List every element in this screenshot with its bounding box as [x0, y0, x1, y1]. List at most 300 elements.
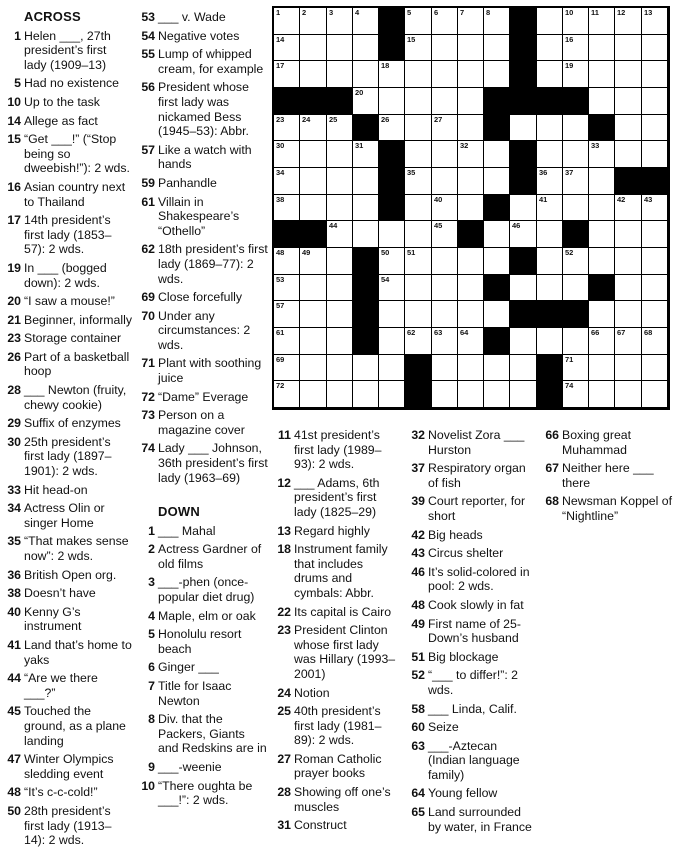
clue-text: “Get ___!” (“Stop being so dweebish!”): 2 wds.	[24, 132, 130, 176]
grid-cell[interactable]	[379, 115, 404, 140]
across-clue	[2, 294, 132, 309]
grid-cell[interactable]	[589, 301, 614, 327]
down-clue	[272, 686, 400, 701]
clue-number: 54	[141, 28, 155, 43]
across-clue	[2, 483, 132, 498]
grid-cell[interactable]	[642, 195, 667, 220]
down-clue	[136, 660, 268, 675]
clue-text: “It’s c-c-cold!”	[24, 785, 98, 800]
down-clue	[272, 476, 400, 520]
clue-text: Cook slowly in fat	[428, 597, 524, 612]
grid-cell[interactable]	[274, 275, 299, 300]
cell-number: 51	[407, 248, 416, 257]
cell-number: 34	[276, 168, 285, 177]
grid-cell[interactable]	[300, 248, 326, 274]
grid-cell[interactable]	[405, 168, 431, 194]
grid-cell[interactable]	[274, 381, 299, 407]
grid-cell[interactable]	[379, 88, 404, 114]
grid-cell[interactable]	[537, 141, 562, 167]
down-clue	[136, 712, 268, 756]
clue-text: First name of 25-Down’s husband	[428, 616, 521, 646]
cell-number: 71	[565, 355, 574, 364]
grid-cell[interactable]	[300, 141, 326, 167]
grid-cell[interactable]	[458, 381, 483, 407]
cell-number: 10	[565, 8, 574, 17]
grid-cell[interactable]	[300, 8, 326, 34]
grid-cell[interactable]	[458, 328, 483, 354]
grid-cell[interactable]	[510, 275, 536, 300]
grid-cell[interactable]	[432, 88, 457, 114]
clue-number: 41	[7, 637, 21, 652]
down-clue	[272, 524, 400, 539]
grid-cell[interactable]	[484, 248, 509, 274]
clue-number: 22	[277, 604, 291, 619]
across-clue	[2, 313, 132, 328]
grid-cell[interactable]	[563, 8, 588, 34]
grid-cell[interactable]	[537, 115, 562, 140]
grid-cell[interactable]	[642, 301, 667, 327]
clue-number: 63	[411, 738, 425, 753]
clue-number: 50	[7, 803, 21, 818]
down-clue	[272, 704, 400, 748]
grid-cell[interactable]	[563, 328, 588, 354]
grid-cell[interactable]	[615, 35, 641, 60]
clue-number: 6	[148, 660, 155, 675]
grid-cell[interactable]	[615, 248, 641, 274]
down-clue	[406, 805, 534, 834]
grid-cell[interactable]	[379, 381, 404, 407]
grid-cell[interactable]	[615, 141, 641, 167]
grid-block	[510, 301, 537, 328]
clue-number: 47	[7, 752, 21, 767]
clue-number: 23	[7, 331, 21, 346]
cell-number: 4	[355, 8, 360, 17]
clue-number: 68	[545, 494, 559, 509]
clue-text: 14th president’s first lady (1853–57): 2 wds.	[24, 213, 112, 257]
down-clue	[406, 786, 534, 801]
grid-cell[interactable]	[274, 301, 299, 327]
grid-cell[interactable]	[484, 168, 509, 194]
grid-cell[interactable]	[642, 355, 667, 380]
cell-number: 61	[276, 328, 285, 337]
clue-number: 74	[141, 441, 155, 456]
down-clue	[272, 428, 400, 472]
grid-cell[interactable]	[458, 115, 483, 140]
clue-number: 61	[141, 194, 155, 209]
across-clue	[2, 29, 132, 73]
across-clue	[2, 785, 132, 800]
grid-cell[interactable]	[615, 301, 641, 327]
clue-number: 10	[7, 94, 21, 109]
grid-cell[interactable]	[589, 221, 614, 247]
grid-cell[interactable]	[642, 328, 667, 354]
across-clue	[136, 309, 268, 353]
grid-cell[interactable]	[563, 168, 588, 194]
grid-cell[interactable]	[458, 8, 483, 34]
grid-cell[interactable]	[484, 355, 509, 380]
across-clue	[2, 416, 132, 431]
grid-cell[interactable]	[458, 355, 483, 380]
grid-cell[interactable]	[642, 248, 667, 274]
across-clue	[136, 176, 268, 191]
cell-number: 36	[539, 168, 548, 177]
clue-number: 42	[411, 527, 425, 542]
grid-cell[interactable]	[484, 35, 509, 60]
down-clue	[540, 494, 673, 523]
grid-cell[interactable]	[589, 355, 614, 380]
grid-cell[interactable]	[432, 328, 457, 354]
cell-number: 2	[302, 8, 307, 17]
grid-block	[510, 168, 537, 195]
down-clue	[136, 779, 268, 808]
grid-cell[interactable]	[327, 61, 352, 87]
grid-cell[interactable]	[484, 221, 509, 247]
cell-number: 15	[407, 35, 416, 44]
grid-cell[interactable]	[327, 35, 352, 60]
clue-number: 28	[277, 785, 291, 800]
grid-cell[interactable]	[537, 221, 562, 247]
across-clue	[2, 76, 132, 91]
grid-cell[interactable]	[327, 381, 352, 407]
grid-cell[interactable]	[353, 168, 378, 194]
grid-cell[interactable]	[300, 328, 326, 354]
cell-number: 35	[407, 168, 416, 177]
grid-cell[interactable]	[327, 248, 352, 274]
grid-cell[interactable]	[537, 248, 562, 274]
grid-cell[interactable]	[563, 195, 588, 220]
grid-block	[484, 195, 510, 221]
grid-block	[379, 141, 405, 168]
grid-cell[interactable]	[274, 61, 299, 87]
clue-text: 25th president’s first lady (1897–1901): 2 wds.	[24, 434, 112, 479]
grid-cell[interactable]	[405, 328, 431, 354]
clue-number: 64	[411, 786, 425, 801]
clue-text: Notion	[294, 685, 330, 700]
grid-cell[interactable]	[300, 35, 326, 60]
clue-text: Villain in Shakespeare’s “Othello”	[158, 194, 240, 238]
grid-cell[interactable]	[458, 301, 483, 327]
grid-cell[interactable]	[405, 195, 431, 220]
grid-cell[interactable]	[353, 88, 378, 114]
clue-number: 71	[141, 356, 155, 371]
grid-cell[interactable]	[274, 115, 299, 140]
across-clue	[2, 213, 132, 257]
grid-cell[interactable]	[327, 141, 352, 167]
grid-cell[interactable]	[589, 328, 614, 354]
grid-cell[interactable]	[642, 35, 667, 60]
grid-cell[interactable]	[484, 301, 509, 327]
grid-cell[interactable]	[327, 221, 352, 247]
grid-cell[interactable]	[327, 275, 352, 300]
grid-cell[interactable]	[379, 328, 404, 354]
clue-text: Kenny G’s instrument	[24, 604, 82, 634]
grid-cell[interactable]	[327, 195, 352, 220]
grid-block	[353, 328, 379, 355]
clue-number: 43	[411, 546, 425, 561]
grid-cell[interactable]	[563, 61, 588, 87]
clue-text: “Are we there ___?”	[24, 671, 98, 700]
grid-cell[interactable]	[563, 141, 588, 167]
down-clue	[406, 668, 534, 697]
clue-number: 72	[141, 389, 155, 404]
grid-cell[interactable]	[458, 168, 483, 194]
grid-cell[interactable]	[615, 221, 641, 247]
grid-cell[interactable]	[300, 195, 326, 220]
grid-cell[interactable]	[458, 88, 483, 114]
grid-cell[interactable]	[510, 381, 536, 407]
grid-cell[interactable]	[432, 381, 457, 407]
clue-text: Big blockage	[428, 649, 499, 664]
grid-cell[interactable]	[510, 328, 536, 354]
cell-number: 49	[302, 248, 311, 257]
clue-text: Neither here ___ there	[562, 461, 654, 490]
grid-cell[interactable]	[405, 61, 431, 87]
grid-cell[interactable]	[327, 168, 352, 194]
grid-cell[interactable]	[615, 195, 641, 220]
across-clue	[2, 752, 132, 781]
grid-cell[interactable]	[432, 8, 457, 34]
grid-cell[interactable]	[615, 88, 641, 114]
grid-block	[537, 355, 563, 381]
grid-cell[interactable]	[353, 8, 378, 34]
across-clue	[2, 114, 132, 129]
grid-cell[interactable]	[642, 115, 667, 140]
grid-cell[interactable]	[537, 8, 562, 34]
grid-cell[interactable]	[615, 115, 641, 140]
grid-cell[interactable]	[300, 61, 326, 87]
clue-number: 24	[277, 685, 291, 700]
grid-cell[interactable]	[642, 141, 667, 167]
grid-block	[510, 248, 537, 275]
clue-text: ___ Linda, Calif.	[428, 701, 517, 716]
clue-text: Court reporter, for short	[428, 494, 526, 523]
clue-number: 21	[7, 312, 21, 327]
grid-cell[interactable]	[379, 301, 404, 327]
grid-cell[interactable]	[589, 381, 614, 407]
grid-cell[interactable]	[563, 355, 588, 380]
grid-cell[interactable]	[458, 141, 483, 167]
grid-cell[interactable]	[405, 8, 431, 34]
grid-cell[interactable]	[589, 88, 614, 114]
grid-cell[interactable]	[537, 328, 562, 354]
grid-cell[interactable]	[510, 195, 536, 220]
grid-cell[interactable]	[274, 141, 299, 167]
grid-cell[interactable]	[484, 8, 509, 34]
grid-cell[interactable]	[642, 88, 667, 114]
grid-cell[interactable]	[432, 221, 457, 247]
grid-cell[interactable]	[274, 355, 299, 380]
grid-cell[interactable]	[405, 275, 431, 300]
across-clue	[2, 261, 132, 290]
grid-cell[interactable]	[589, 61, 614, 87]
clue-number: 8	[148, 712, 155, 727]
grid-cell[interactable]	[405, 301, 431, 327]
grid-cell[interactable]	[642, 381, 667, 407]
grid-cell[interactable]	[537, 35, 562, 60]
grid-cell[interactable]	[405, 248, 431, 274]
clue-text: Person on a magazine cover	[158, 408, 245, 437]
grid-cell[interactable]	[353, 35, 378, 60]
grid-cell[interactable]	[642, 8, 667, 34]
grid-cell[interactable]	[537, 168, 562, 194]
cell-number: 8	[486, 8, 491, 17]
grid-cell[interactable]	[327, 355, 352, 380]
grid-cell[interactable]	[379, 248, 404, 274]
grid-cell[interactable]	[432, 168, 457, 194]
grid-cell[interactable]	[484, 61, 509, 87]
cell-number: 68	[644, 328, 653, 337]
grid-cell[interactable]	[510, 115, 536, 140]
grid-cell[interactable]	[458, 248, 483, 274]
grid-cell[interactable]	[353, 195, 378, 220]
grid-cell[interactable]	[300, 381, 326, 407]
grid-block	[327, 88, 353, 115]
grid-cell[interactable]	[615, 8, 641, 34]
grid-cell[interactable]	[642, 221, 667, 247]
grid-cell[interactable]	[432, 275, 457, 300]
clue-text: Seize	[428, 720, 459, 735]
cell-number: 42	[617, 195, 626, 204]
grid-cell[interactable]	[537, 61, 562, 87]
grid-cell[interactable]	[379, 275, 404, 300]
grid-cell[interactable]	[405, 221, 431, 247]
across-clue	[136, 29, 268, 44]
grid-cell[interactable]	[432, 355, 457, 380]
grid-cell[interactable]	[353, 221, 378, 247]
across-clue	[136, 242, 268, 286]
grid-cell[interactable]	[537, 195, 562, 220]
grid-cell[interactable]	[274, 35, 299, 60]
grid-cell[interactable]	[405, 115, 431, 140]
cell-number: 64	[460, 328, 469, 337]
clue-number: 56	[141, 80, 155, 95]
grid-cell[interactable]	[510, 355, 536, 380]
clue-number: 27	[277, 751, 291, 766]
across-clue	[2, 638, 132, 667]
grid-cell[interactable]	[458, 35, 483, 60]
grid-cell[interactable]	[642, 61, 667, 87]
cell-number: 19	[565, 61, 574, 70]
grid-cell[interactable]	[589, 8, 614, 34]
clue-text: “That makes sense now”: 2 wds.	[24, 534, 129, 563]
clue-text: Lady ___ Johnson, 36th president’s first lady (1963–69)	[158, 441, 268, 485]
grid-cell[interactable]	[458, 275, 483, 300]
grid-cell[interactable]	[432, 141, 457, 167]
cell-number: 18	[381, 61, 390, 70]
down-clues-column-3	[406, 428, 534, 838]
grid-cell[interactable]	[615, 355, 641, 380]
across-clue	[2, 804, 132, 848]
grid-cell[interactable]	[327, 115, 352, 140]
grid-cell[interactable]	[589, 141, 614, 167]
grid-cell[interactable]	[327, 8, 352, 34]
clue-number: 4	[148, 608, 155, 623]
cell-number: 72	[276, 381, 285, 390]
grid-cell[interactable]	[537, 275, 562, 300]
grid-cell[interactable]	[458, 195, 483, 220]
clue-number: 15	[7, 132, 21, 147]
grid-cell[interactable]	[563, 275, 588, 300]
grid-cell[interactable]	[432, 195, 457, 220]
grid-cell[interactable]	[327, 328, 352, 354]
down-clues-column-2	[272, 428, 400, 837]
grid-cell[interactable]	[432, 35, 457, 60]
grid-cell[interactable]	[353, 141, 378, 167]
grid-cell[interactable]	[563, 248, 588, 274]
grid-cell[interactable]	[274, 248, 299, 274]
grid-cell[interactable]	[300, 301, 326, 327]
grid-cell[interactable]	[432, 301, 457, 327]
grid-cell[interactable]	[274, 8, 299, 34]
grid-cell[interactable]	[405, 88, 431, 114]
clue-text: Suffix of enzymes	[24, 416, 121, 431]
grid-cell[interactable]	[274, 328, 299, 354]
grid-cell[interactable]	[615, 61, 641, 87]
grid-cell[interactable]	[353, 381, 378, 407]
grid-cell[interactable]	[274, 195, 299, 220]
grid-block	[510, 88, 537, 115]
grid-cell[interactable]	[432, 115, 457, 140]
grid-cell[interactable]	[615, 381, 641, 407]
grid-block	[353, 248, 379, 275]
cell-number: 12	[617, 8, 626, 17]
cell-number: 46	[512, 221, 521, 230]
grid-cell[interactable]	[642, 275, 667, 300]
grid-cell[interactable]	[589, 195, 614, 220]
grid-cell[interactable]	[432, 61, 457, 87]
across-clue	[2, 95, 132, 110]
grid-cell[interactable]	[589, 168, 614, 194]
clue-number: 25	[277, 704, 291, 719]
grid-cell[interactable]	[563, 35, 588, 60]
grid-cell[interactable]	[300, 275, 326, 300]
grid-cell[interactable]	[510, 221, 536, 247]
grid-cell[interactable]	[274, 168, 299, 194]
cell-number: 6	[434, 8, 439, 17]
cell-number: 7	[460, 8, 465, 17]
grid-cell[interactable]	[379, 61, 404, 87]
clue-number: 62	[141, 242, 155, 257]
grid-cell[interactable]	[563, 115, 588, 140]
grid-cell[interactable]	[300, 115, 326, 140]
down-clue	[540, 428, 673, 457]
grid-cell[interactable]	[379, 355, 404, 380]
grid-cell[interactable]	[484, 381, 509, 407]
grid-cell[interactable]	[432, 248, 457, 274]
grid-cell[interactable]	[300, 355, 326, 380]
clue-number: 30	[7, 434, 21, 449]
across-clue	[136, 390, 268, 405]
grid-cell[interactable]	[615, 275, 641, 300]
grid-cell[interactable]	[405, 35, 431, 60]
grid-cell[interactable]	[484, 141, 509, 167]
grid-block	[484, 275, 510, 301]
grid-cell[interactable]	[563, 381, 588, 407]
grid-cell[interactable]	[353, 355, 378, 380]
grid-cell[interactable]	[300, 168, 326, 194]
grid-cell[interactable]	[615, 328, 641, 354]
grid-cell[interactable]	[379, 221, 404, 247]
grid-cell[interactable]	[589, 248, 614, 274]
down-clue	[136, 760, 268, 775]
grid-cell[interactable]	[327, 301, 352, 327]
grid-cell[interactable]	[589, 35, 614, 60]
grid-cell[interactable]	[405, 141, 431, 167]
grid-cell[interactable]	[353, 61, 378, 87]
clue-text: ___-phen (once-popular diet drug)	[158, 575, 255, 604]
grid-cell[interactable]	[458, 61, 483, 87]
clue-number: 36	[7, 567, 21, 582]
